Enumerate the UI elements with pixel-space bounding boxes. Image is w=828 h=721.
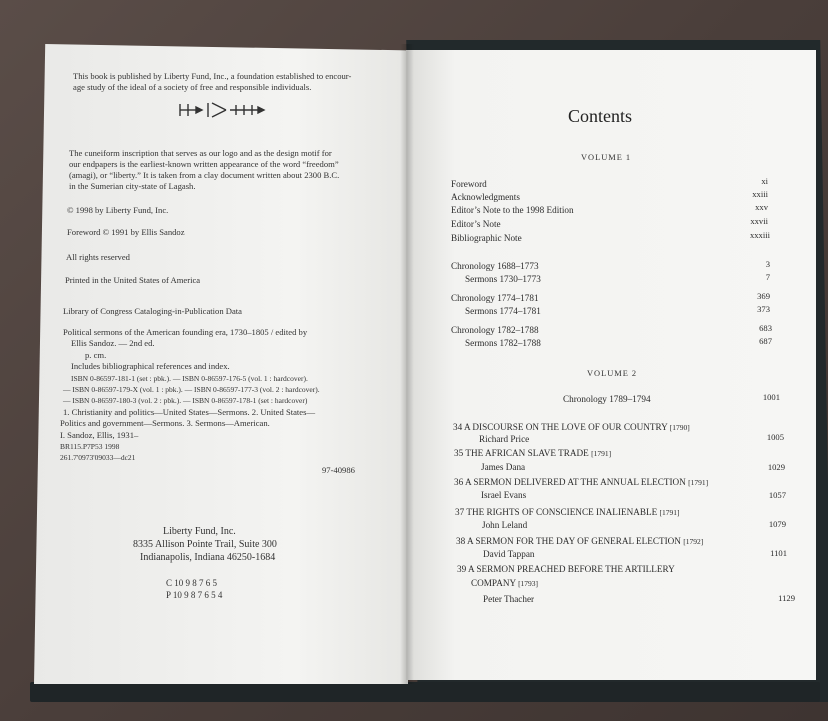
cip-line: I. Sandoz, Ellis, 1931–: [60, 430, 139, 440]
cip-line: Ellis Sandoz. — 2nd ed.: [71, 338, 155, 348]
sermon-number: 34: [453, 422, 463, 432]
foreword-copyright: Foreword © 1991 by Ellis Sandoz: [67, 227, 185, 237]
sermon-year: [1791]: [659, 508, 680, 517]
cuneiform-note-line-3: (amagi), or “liberty.” It is taken from a clay document written about 2300 B.C.: [69, 170, 340, 180]
print-line-p: P 10 9 8 7 6 5 4: [166, 590, 223, 600]
sermon-title: COMPANY: [471, 578, 516, 588]
sermon-title: THE RIGHTS OF CONSCIENCE INALIENABLE: [466, 507, 658, 517]
volume-1-heading: VOLUME 1: [581, 153, 632, 162]
sermon-title: A SERMON PREACHED BEFORE THE ARTILLERY: [467, 564, 675, 574]
toc-entry: Chronology 1688–1773: [451, 261, 539, 271]
sermon-author: James Dana: [481, 462, 526, 472]
toc-entry: Chronology 1774–1781: [451, 293, 539, 303]
toc-page: xxxiii: [749, 230, 770, 240]
toc-entry: Editor’s Note to the 1998 Edition: [451, 205, 574, 215]
sermon-entry-continued: [471, 578, 538, 588]
sermon-title: THE AFRICAN SLAVE TRADE: [465, 448, 589, 458]
sermon-year: [1791]: [688, 478, 709, 487]
sermon-number: 36: [454, 477, 464, 487]
cip-line: — ISBN 0-86597-179-X (vol. 1 : pbk.). — ISBN 0-86597-177-3 (vol. 2 : hardcover).: [63, 385, 320, 394]
print-line-c: C 10 9 8 7 6 5: [166, 578, 218, 588]
toc-page: 1057: [768, 490, 786, 500]
sermon-title: A SERMON DELIVERED AT THE ANNUAL ELECTION: [464, 477, 686, 487]
address-line: Indianapolis, Indiana 46250-1684: [140, 552, 276, 563]
toc-entry: Sermons 1774–1781: [465, 306, 541, 316]
cip-line: Politics and government—Sermons. 3. Sermons—American.: [60, 418, 270, 428]
toc-entry: Chronology 1782–1788: [451, 325, 539, 335]
toc-page: 1029: [767, 462, 785, 472]
sermon-author: Peter Thacher: [483, 594, 535, 604]
toc-page: 373: [757, 304, 770, 314]
cip-line: Political sermons of the American founding era, 1730–1805 / edited by: [63, 327, 308, 337]
publisher-note-line-2: age study of the ideal of a society of free and responsible individuals.: [73, 82, 312, 92]
sermon-title: A SERMON FOR THE DAY OF GENERAL ELECTION: [466, 536, 681, 546]
cuneiform-logo-icon: [176, 100, 266, 120]
cip-number: 97-40986: [322, 465, 355, 475]
book-gutter: [400, 44, 414, 684]
cuneiform-note-line-1: The cuneiform inscription that serves as our logo and as the design motif for: [69, 148, 332, 158]
sermon-title: A DISCOURSE ON THE LOVE OF OUR COUNTRY: [463, 422, 668, 432]
toc-page: 1079: [768, 519, 786, 529]
contents-title: Contents: [568, 106, 633, 126]
sermon-year: [1790]: [669, 423, 690, 432]
toc-page: xxv: [755, 202, 768, 212]
toc-page: 7: [765, 272, 770, 282]
cip-line: 261.7'0973'09033—dc21: [60, 453, 136, 462]
toc-entry: Sermons 1730–1773: [465, 274, 541, 284]
toc-page: 1129: [778, 593, 795, 603]
sermon-entry: [457, 564, 675, 574]
sermon-author: Israel Evans: [481, 490, 527, 500]
cip-heading: Library of Congress Cataloging-in-Publication Data: [63, 306, 242, 316]
toc-entry: Sermons 1782–1788: [465, 338, 541, 348]
cip-line: p. cm.: [85, 350, 107, 360]
toc-page: xxvii: [750, 216, 768, 226]
publisher-note-line-1: This book is published by Liberty Fund, Inc., a foundation established to encour-: [73, 71, 352, 81]
sermon-number: 37: [455, 507, 465, 517]
toc-page: 3: [765, 259, 770, 269]
rights-reserved: All rights reserved: [66, 252, 130, 262]
sermon-entry: [454, 448, 611, 458]
sermon-author: John Leland: [482, 520, 528, 530]
cip-line: — ISBN 0-86597-180-3 (vol. 2 : pbk.). — ISBN 0-86597-178-1 (set : hardcover): [63, 396, 308, 405]
sermon-number: 38: [456, 536, 466, 546]
right-page: [406, 50, 816, 680]
toc-entry: Editor’s Note: [451, 219, 501, 229]
toc-page: 1101: [770, 548, 787, 558]
copyright: © 1998 by Liberty Fund, Inc.: [67, 205, 169, 215]
sermon-entry: [455, 507, 680, 517]
sermon-entry: [453, 422, 690, 432]
address-line: 8335 Allison Pointe Trail, Suite 300: [133, 539, 277, 550]
sermon-entry: [456, 536, 703, 546]
toc-entry: Acknowledgments: [451, 192, 520, 202]
toc-entry: Foreword: [451, 179, 487, 189]
toc-entry: Chronology 1789–1794: [563, 394, 651, 404]
sermon-entry: [454, 477, 708, 487]
cuneiform-note-line-4: in the Sumerian city-state of Lagash.: [69, 181, 196, 191]
cip-line: ISBN 0-86597-181-1 (set : pbk.). — ISBN 0-86597-176-5 (vol. 1 : hardcover).: [71, 374, 308, 383]
book-cover-edge: [30, 682, 820, 702]
toc-page: xi: [761, 176, 768, 186]
address-line: Liberty Fund, Inc.: [163, 526, 236, 537]
sermon-author: Richard Price: [479, 434, 530, 444]
toc-page: 1001: [762, 392, 780, 402]
printed-in: Printed in the United States of America: [65, 275, 201, 285]
volume-2-heading: VOLUME 2: [587, 369, 638, 378]
toc-page: 369: [757, 291, 770, 301]
cip-line: 1. Christianity and politics—United States—Sermons. 2. United States—: [63, 407, 316, 417]
sermon-number: 39: [457, 564, 467, 574]
sermon-author: David Tappan: [483, 549, 535, 559]
cip-line: BR115.P7P53 1998: [60, 442, 120, 451]
toc-page: 683: [759, 323, 772, 333]
cuneiform-note-line-2: our endpapers is the earliest-known written appearance of the word “freedom”: [69, 159, 339, 169]
toc-page: xxiii: [752, 189, 768, 199]
cip-line: Includes bibliographical references and index.: [71, 361, 230, 371]
sermon-year: [1792]: [683, 537, 704, 546]
toc-page: 687: [759, 336, 772, 346]
sermon-number: 35: [454, 448, 464, 458]
sermon-year: [1791]: [591, 449, 612, 458]
toc-entry: Bibliographic Note: [451, 233, 522, 243]
sermon-year: [1793]: [518, 579, 539, 588]
toc-page: 1005: [766, 432, 784, 442]
